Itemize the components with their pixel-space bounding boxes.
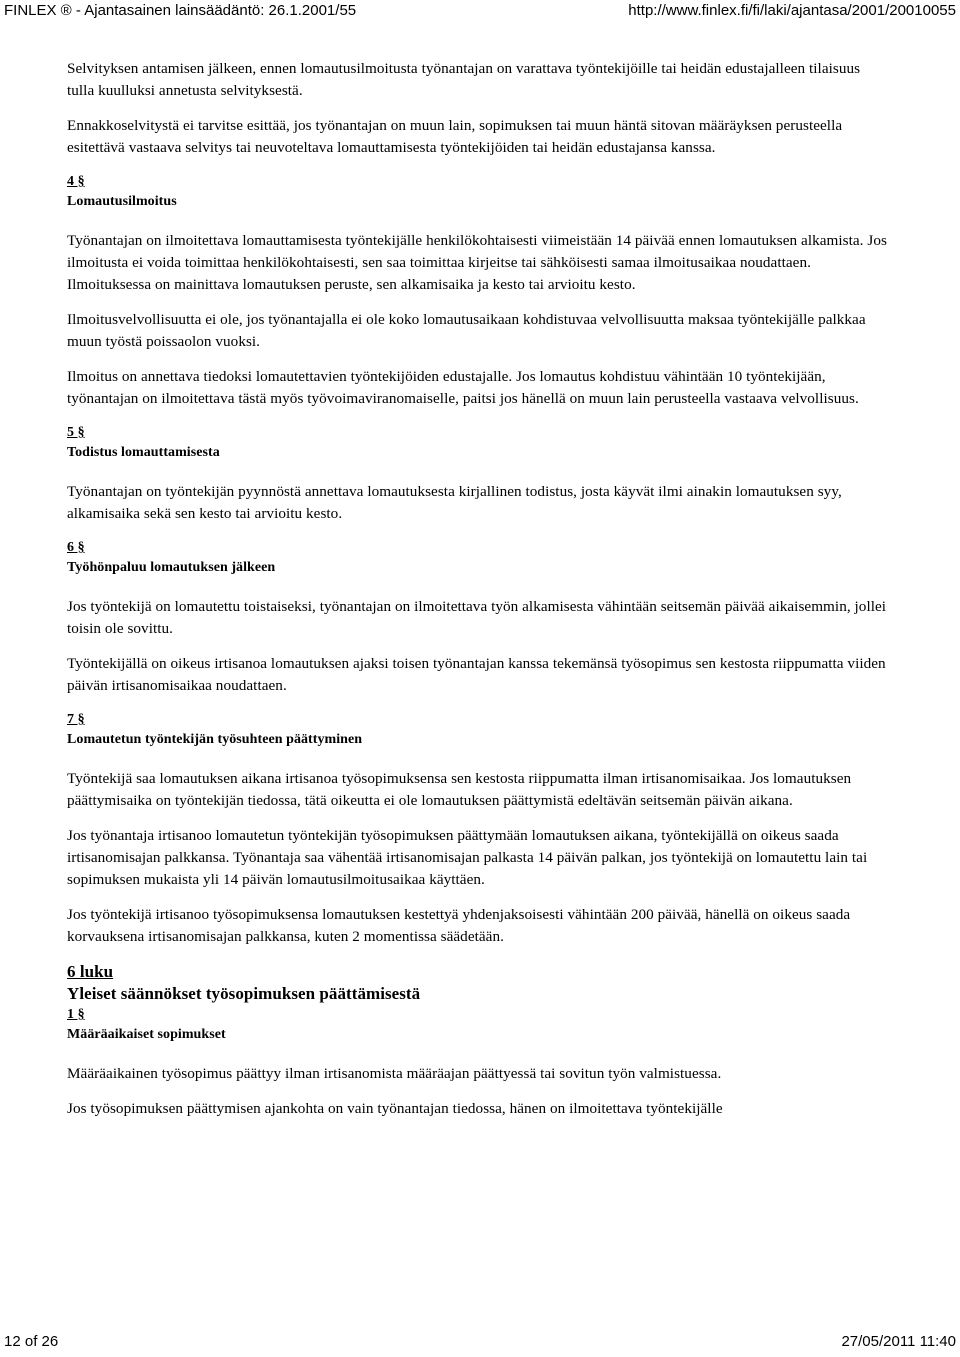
paragraph: Työntekijällä on oikeus irtisanoa lomautuksen ajaksi toisen työnantajan kanssa tekemänsä työsopimus sen kestosta riippumatta viiden päivän irtisanomisaikaa noudattaen. — [67, 655, 886, 694]
paragraph: Jos työntekijä on lomautettu toistaiseksi, työnantajan on ilmoitettava työn alkamisesta vähintään seitsemän päivää aikaisemmin, jollei toisin ole sovittu. — [67, 598, 887, 637]
section-title: Todistus lomauttamisesta — [67, 445, 220, 460]
paragraph: Jos työntekijä irtisanoo työsopimuksensa lomautuksen kestettyä yhdenjaksoisesti vähintään 200 päivää, hänellä on oikeus saada korvauksena irtisanomisajan palkkansa, kuten 2 momentissa säädetään. — [67, 906, 851, 945]
paragraph: Ilmoitusvelvollisuutta ei ole, jos työnantajalla ei ole koko lomautusaikaan kohdistuvaa velvollisuutta maksaa työntekijälle palkkaa muun työstä poissaolon vuoksi. — [67, 311, 866, 350]
paragraph: Selvityksen antamisen jälkeen, ennen lomautusilmoitusta työnantajan on varattava työntekijöille tai heidän edustajalleen tilaisuus tulla kuulluksi annetusta selvityksestä. — [67, 60, 861, 99]
section-6 — [67, 538, 887, 697]
section-number-link[interactable]: 1 § — [67, 1007, 85, 1022]
document-body — [67, 58, 887, 1133]
section-title: Lomautetun työntekijän työsuhteen päättyminen — [67, 732, 363, 747]
section-title: Määräaikaiset sopimukset — [67, 1027, 226, 1042]
chapter-6 — [67, 961, 887, 1120]
header-title: FINLEX ® - Ajantasainen lainsäädäntö: 26.1.2001/55 — [4, 2, 357, 19]
paragraph: Työntekijä saa lomautuksen aikana irtisanoa työsopimuksensa sen kestosta riippumatta ilman irtisanomisaikaa. Jos lomautuksen päättymisaika on työntekijän tiedossa, tätä oikeutta ei ole lomautuksen päättymistä edeltävän seitsemän päivän aikana. — [67, 770, 852, 809]
section-7 — [67, 710, 887, 948]
section-number-link[interactable]: 4 § — [67, 174, 85, 189]
section-number-link[interactable]: 7 § — [67, 712, 85, 727]
chapter-number-link[interactable]: 6 luku — [67, 962, 114, 981]
header-url: http://www.finlex.fi/fi/laki/ajantasa/2001/20010055 — [628, 2, 956, 19]
page-number: 12 of 26 — [4, 1333, 59, 1350]
section-5 — [67, 423, 887, 525]
section-number-link[interactable]: 5 § — [67, 425, 85, 440]
section-title: Työhönpaluu lomautuksen jälkeen — [67, 560, 276, 575]
print-datetime: 27/05/2011 11:40 — [841, 1333, 956, 1350]
paragraph: Määräaikainen työsopimus päättyy ilman irtisanomista määräajan päättyessä tai sovitun työn valmistuessa. — [67, 1065, 722, 1082]
paragraph: Työnantajan on työntekijän pyynnöstä annettava lomautuksesta kirjallinen todistus, josta käyvät ilmi ainakin lomautuksen syy, alkamisaika sekä sen kesto tai arvioitu kesto. — [67, 483, 842, 522]
paragraph: Työnantajan on ilmoitettava lomauttamisesta työntekijälle henkilökohtaisesti viimeistään 14 päivää ennen lomautuksen alkamista. Jos ilmoitusta ei voida toimittaa henkilökohtaisesti, sen saa toimittaa kirjeitse tai sähköisesti samaa ilmoitusaikaa noudattaen. Ilmoituksessa on mainittava lomautuksen peruste, sen alkamisaika ja kesto tai arvioitu kesto. — [67, 232, 887, 293]
section-title: Lomautusilmoitus — [67, 194, 177, 209]
paragraph: Jos työnantaja irtisanoo lomautetun työntekijän työsopimuksen päättymään lomautuksen aikana, työntekijällä on oikeus saada irtisanomisajan palkkansa. Työnantaja saa vähentää irtisanomisajan palkasta 14 päivän palkan, jos työntekijä on lomautettu lain tai sopimuksen mukaista yli 14 päivän lomautusilmoitusaikaa käyttäen. — [67, 827, 868, 888]
paragraph: Ilmoitus on annettava tiedoksi lomautettavien työntekijöiden edustajalle. Jos lomautus kohdistuu vähintään 10 työntekijään, työnantajan on ilmoitettava tästä myös työvoimaviranomaiselle, paitsi jos hänellä on muun lain perusteella vastaava velvollisuus. — [67, 368, 859, 407]
paragraph: Jos työsopimuksen päättymisen ajankohta on vain työnantajan tiedossa, hänen on ilmoitettava työntekijälle — [67, 1100, 723, 1117]
section-4 — [67, 172, 887, 410]
section-number-link[interactable]: 6 § — [67, 540, 85, 555]
paragraph: Ennakkoselvitystä ei tarvitse esittää, jos työnantajan on muun lain, sopimuksen tai muun häntä sitovan määräyksen perusteella esitettävä vastaava selvitys tai neuvoteltava lomauttamisesta työntekijöiden tai heidän edustajansa kanssa. — [67, 117, 843, 156]
chapter-title: Yleiset säännökset työsopimuksen päättämisestä — [67, 984, 421, 1003]
